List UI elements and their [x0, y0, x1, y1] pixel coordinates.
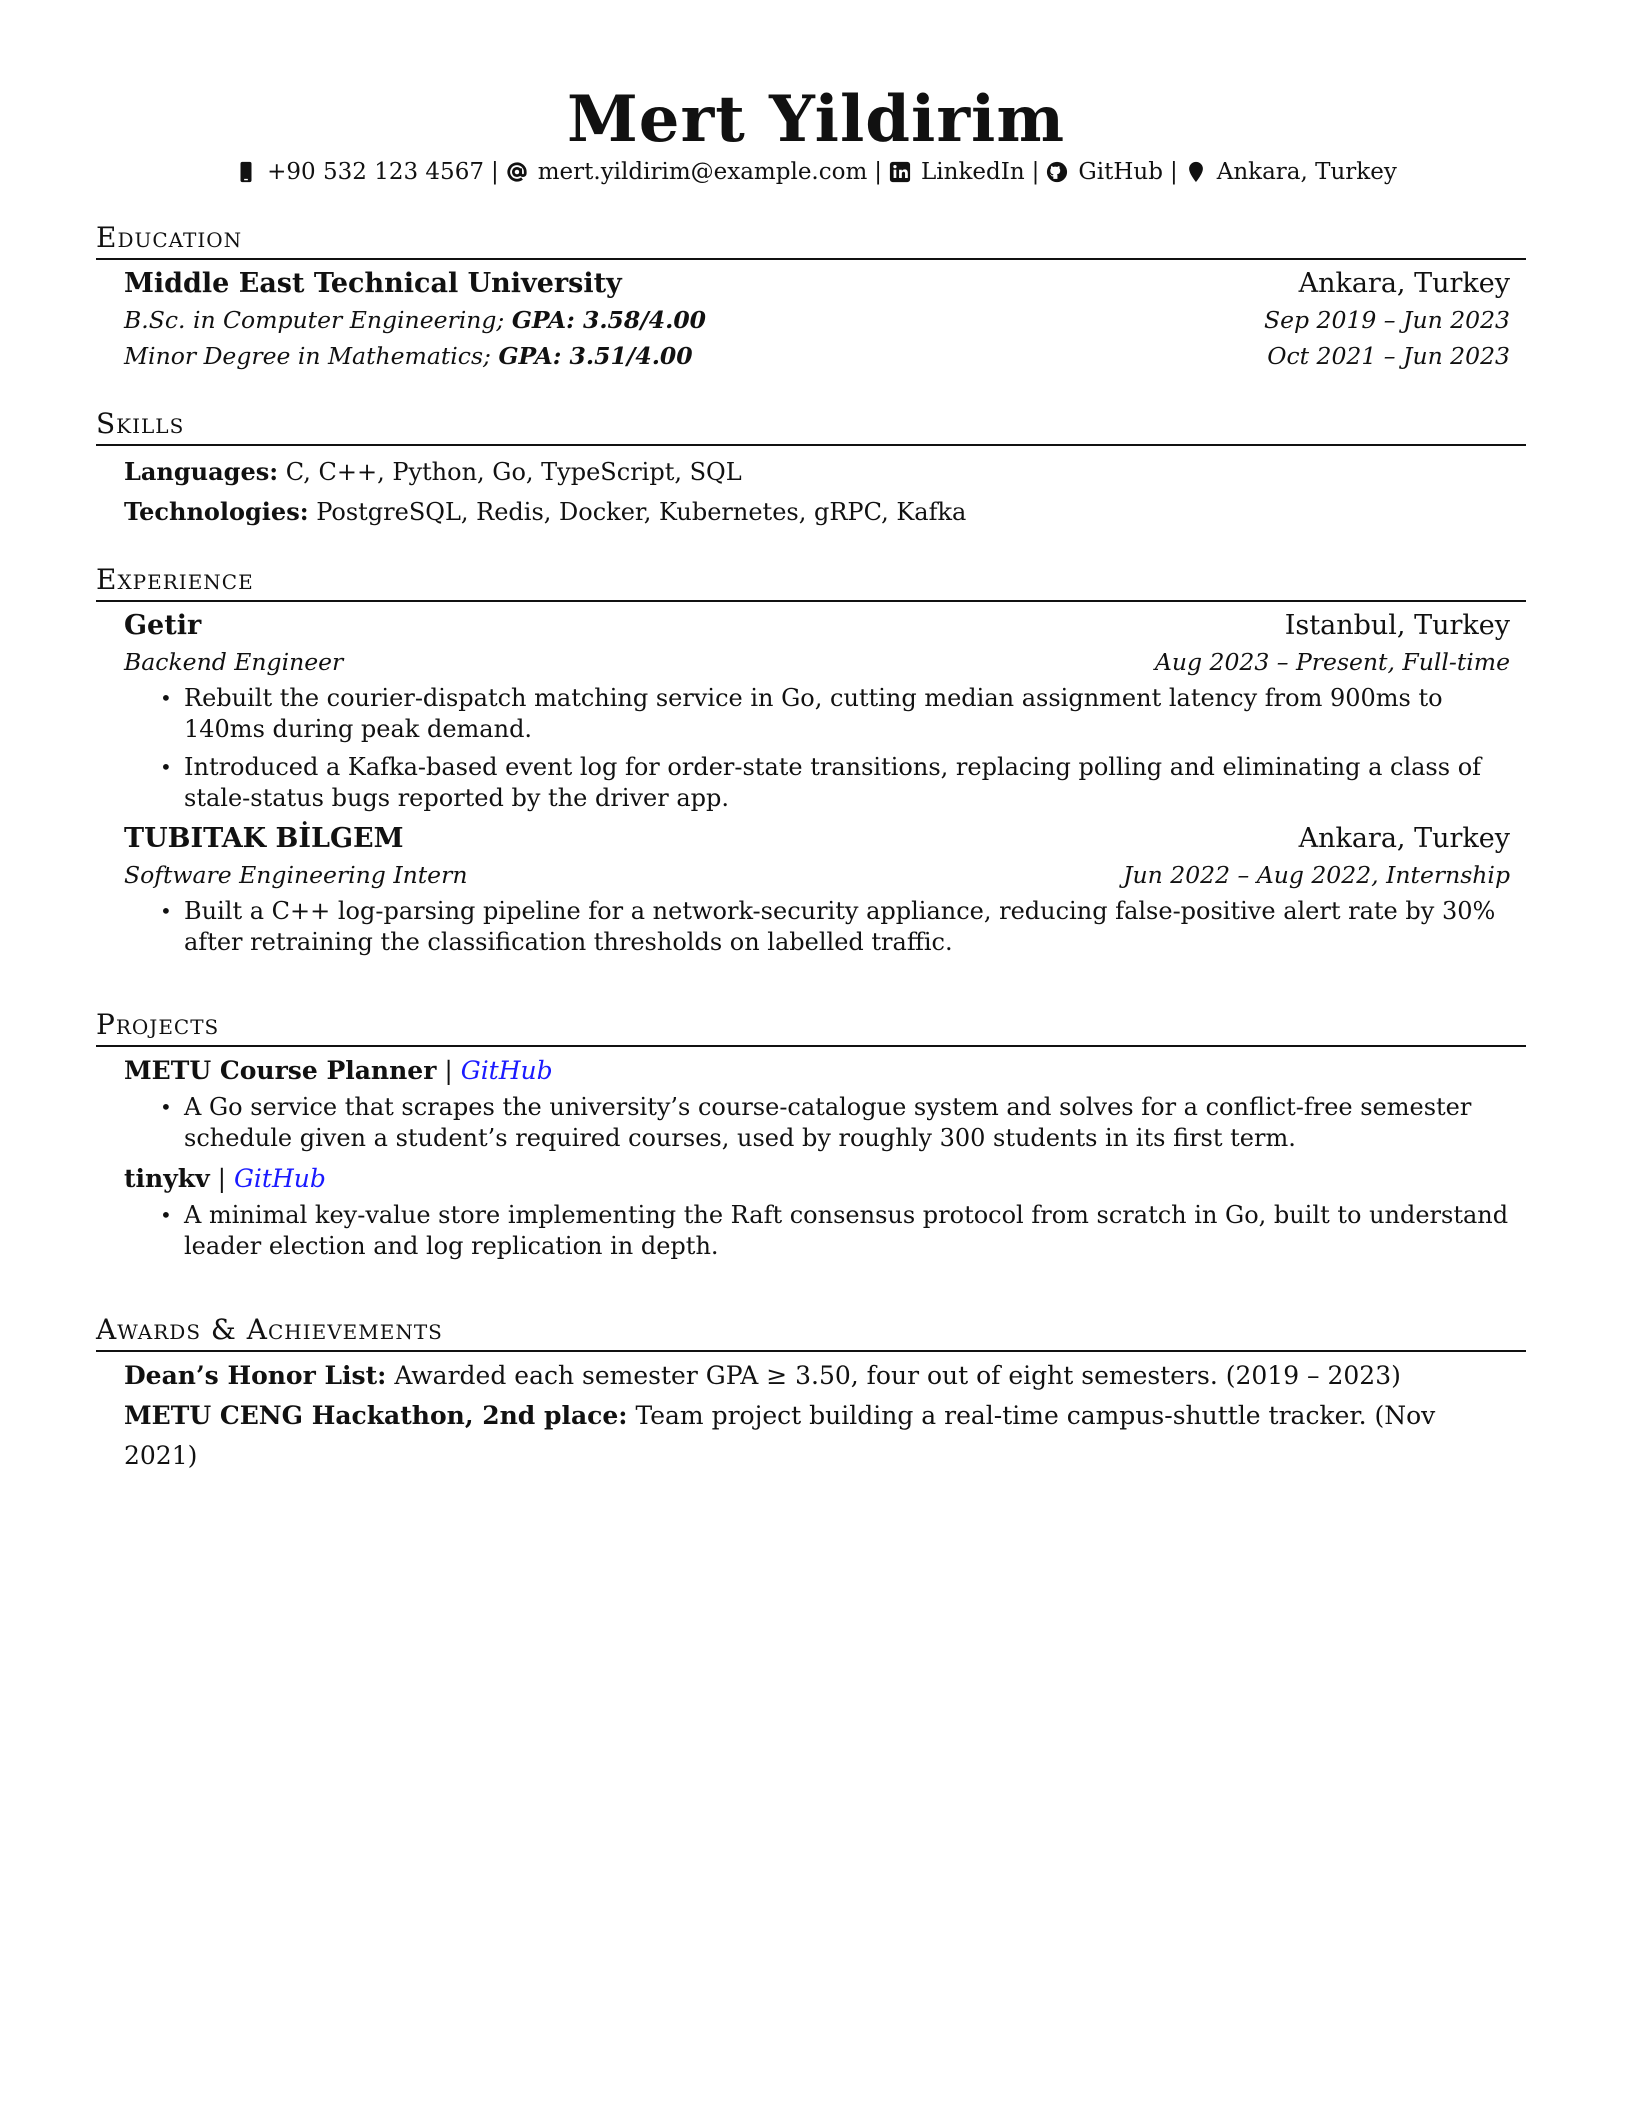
separator: |	[1169, 159, 1178, 185]
contact-location	[1185, 157, 1397, 187]
company-name: Getir	[124, 610, 202, 641]
award-text: Awarded each semester GPA ≥ 3.50, four out of eight semesters. (2019 – 2023)	[394, 1361, 1401, 1390]
award-label: METU CENG Hackathon, 2nd place:	[124, 1401, 628, 1430]
bullet-item: • A Go service that scrapes the university’s course-catalogue system and solves for a conflict-free semester schedule given a student’s required courses, used by roughly 300 students in its first term.	[184, 1092, 1526, 1154]
company-location: Ankara, Turkey	[1298, 823, 1510, 854]
project-github-link[interactable]: GitHub	[233, 1164, 326, 1193]
phone-icon	[235, 161, 257, 183]
degree-gpa: GPA: 3.58/4.00	[511, 306, 707, 334]
section-title-awards: Awards & Achievements	[96, 1313, 1526, 1352]
education-header-row	[124, 266, 1510, 302]
bullet-item: • A minimal key-value store implementing the Raft consensus protocol from scratch in Go, built to understand leader election and log replication in depth.	[184, 1200, 1526, 1262]
separator: |	[490, 159, 499, 185]
at-icon	[506, 161, 528, 183]
project-entry	[124, 1053, 1526, 1154]
job-role: Backend Engineer	[124, 648, 344, 676]
contact-github[interactable]	[1046, 157, 1163, 187]
phone-text: +90 532 123 4567	[267, 159, 484, 185]
languages-label: Languages:	[124, 457, 279, 486]
school-name: Middle East Technical University	[124, 268, 622, 299]
candidate-name: Mert Yildirim	[566, 82, 1066, 157]
separator: |	[217, 1164, 226, 1193]
section-title-education: Education	[96, 221, 1526, 260]
bullet-item: • Rebuilt the courier-dispatch matching service in Go, cutting median assignment latency from 900ms to 140ms during peak demand.	[184, 683, 1510, 745]
experience-section	[96, 563, 1526, 965]
separator: |	[874, 159, 883, 185]
education-section	[96, 221, 1526, 374]
contact-phone[interactable]	[235, 157, 484, 187]
degree-title: B.Sc. in Computer Engineering;	[124, 306, 505, 334]
project-name: METU Course Planner	[124, 1056, 437, 1085]
job-dates: Jun 2022 – Aug 2022, Internship	[1123, 861, 1510, 889]
section-title-projects: Projects	[96, 1008, 1526, 1047]
award-text: Team project building a real-time campus-shuttle tracker. (Nov 2021)	[124, 1401, 1436, 1470]
job-entry	[124, 821, 1510, 958]
skills-section	[96, 407, 1526, 532]
separator: |	[1031, 159, 1040, 185]
github-icon	[1046, 161, 1068, 183]
award-item	[124, 1356, 1510, 1396]
bullet-item: • Introduced a Kafka-based event log for order-state transitions, replacing polling and eliminating a class of stale-status bugs reported by the driver app.	[184, 752, 1510, 814]
project-github-link[interactable]: GitHub	[460, 1056, 553, 1085]
languages-list: C, C++, Python, Go, TypeScript, SQL	[285, 458, 742, 486]
job-role: Software Engineering Intern	[124, 861, 468, 889]
bullet-item: • Built a C++ log-parsing pipeline for a network-security appliance, reducing false-positive alert rate by 30% after retraining the classification thresholds on labelled traffic.	[184, 896, 1510, 958]
job-dates: Aug 2023 – Present, Full-time	[1154, 648, 1510, 676]
school-location: Ankara, Turkey	[1298, 268, 1510, 299]
separator: |	[444, 1056, 453, 1085]
company-name: TUBITAK BİLGEM	[124, 823, 404, 854]
company-location: Istanbul, Turkey	[1284, 610, 1510, 641]
project-entry	[124, 1161, 1526, 1262]
award-item	[124, 1396, 1510, 1476]
contact-linkedin[interactable]	[889, 157, 1025, 187]
minor-row	[124, 338, 1510, 374]
linkedin-link: LinkedIn	[921, 159, 1025, 185]
award-label: Dean’s Honor List:	[124, 1361, 387, 1390]
degree-dates: Sep 2019 – Jun 2023	[1264, 306, 1510, 334]
location-text: Ankara, Turkey	[1216, 159, 1397, 185]
technologies-label: Technologies:	[124, 497, 309, 526]
skills-technologies	[124, 492, 1510, 532]
skills-languages	[124, 452, 1510, 492]
minor-gpa: GPA: 3.51/4.00	[498, 342, 693, 370]
map-pin-icon	[1185, 161, 1207, 183]
minor-dates: Oct 2021 – Jun 2023	[1267, 342, 1510, 370]
email-link: mert.yildirim@example.com	[537, 159, 868, 185]
github-link: GitHub	[1078, 159, 1163, 185]
awards-section	[96, 1313, 1526, 1476]
degree-row	[124, 302, 1510, 338]
contact-bar	[0, 157, 1632, 187]
projects-section	[96, 1008, 1526, 1269]
project-name: tinykv	[124, 1164, 210, 1193]
minor-title: Minor Degree in Mathematics;	[124, 342, 491, 370]
section-title-skills: Skills	[96, 407, 1526, 446]
technologies-list: PostgreSQL, Redis, Docker, Kubernetes, gRPC, Kafka	[316, 498, 967, 526]
job-entry	[124, 608, 1510, 814]
section-title-experience: Experience	[96, 563, 1526, 602]
linkedin-icon	[889, 161, 911, 183]
contact-email[interactable]	[506, 157, 868, 187]
